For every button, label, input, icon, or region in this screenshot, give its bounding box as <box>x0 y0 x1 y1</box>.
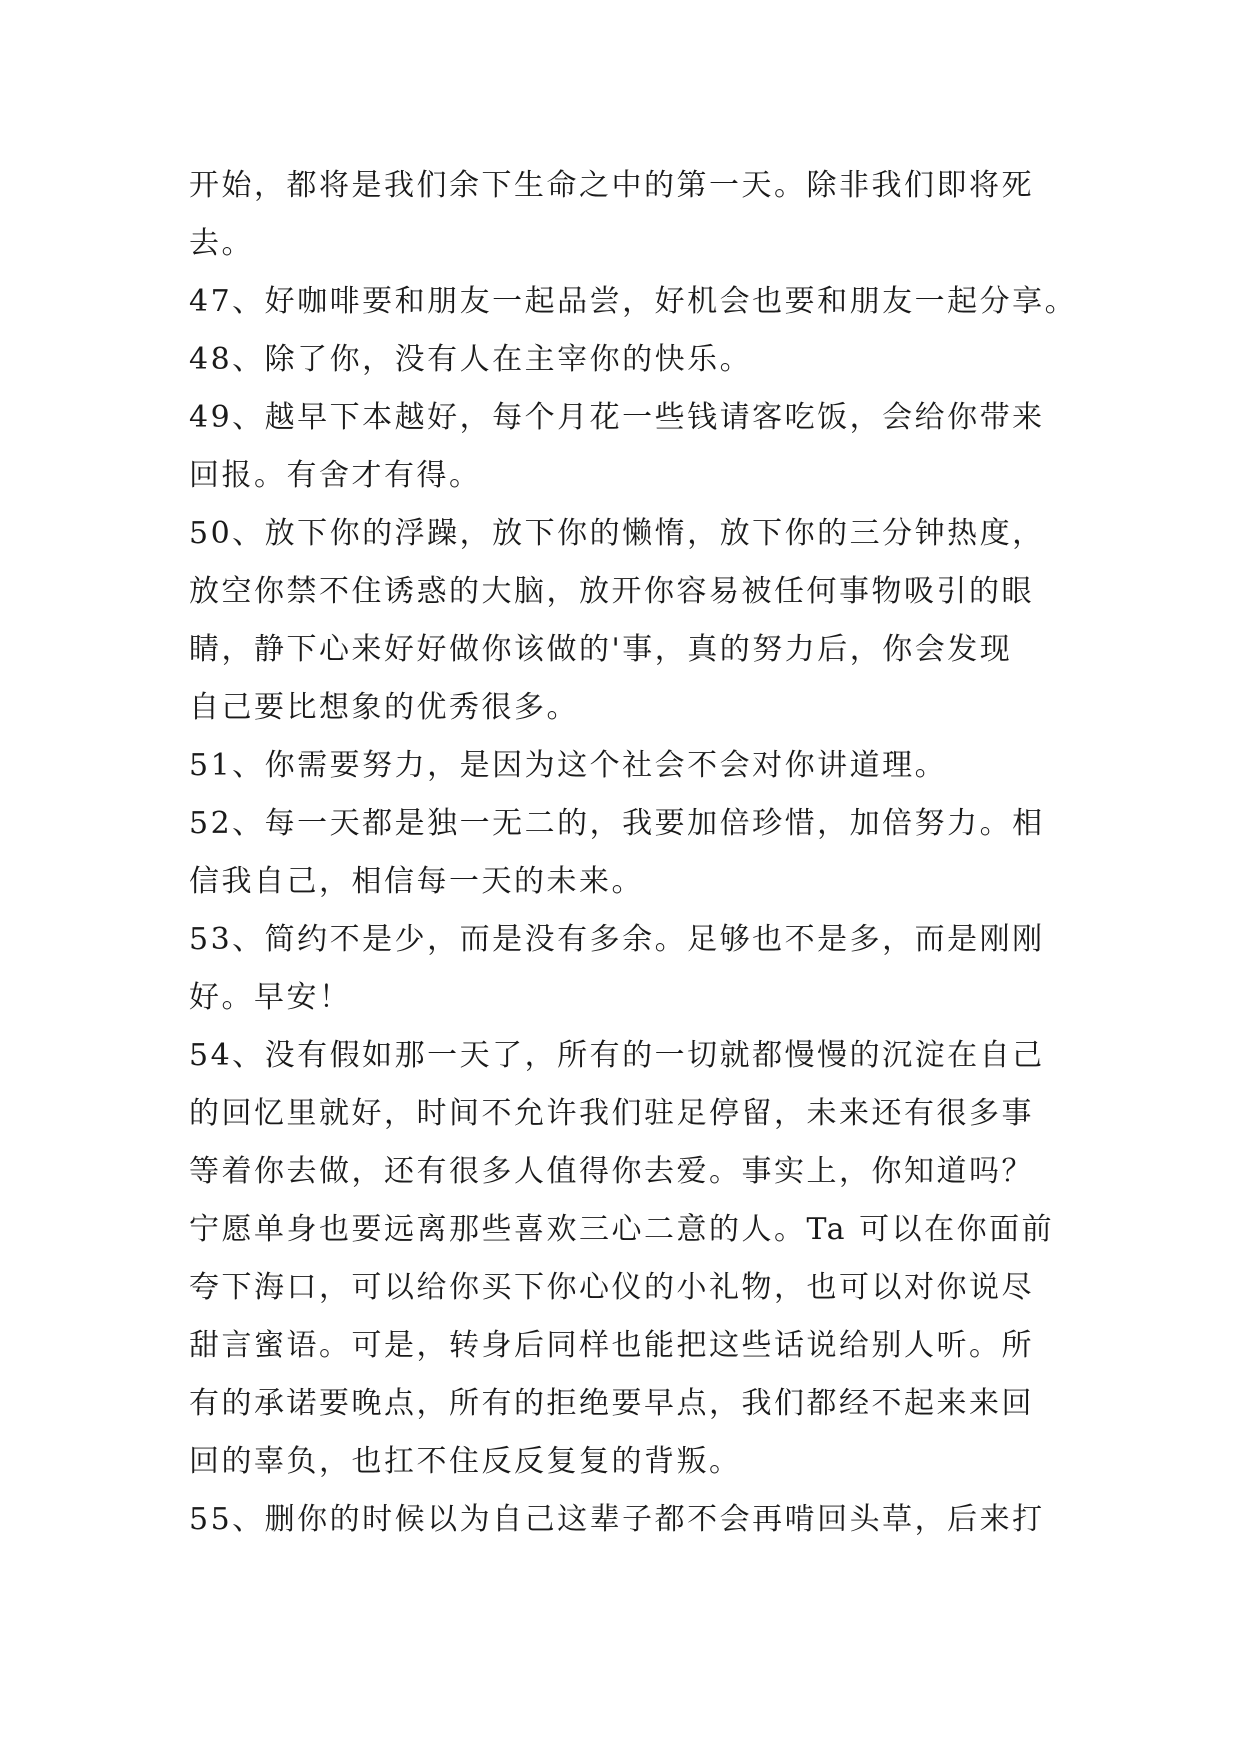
text-line: 47、好咖啡要和朋友一起品尝，好机会也要和朋友一起分享。 <box>189 284 1078 319</box>
text-line: 52、每一天都是独一无二的，我要加倍珍惜，加倍努力。相 <box>189 806 1045 841</box>
text-line: 回的辜负，也扛不住反反复复的背叛。 <box>189 1444 742 1479</box>
text-line: 放空你禁不住诱惑的大脑，放开你容易被任何事物吸引的眼 <box>189 574 1034 609</box>
text-line: 信我自己，相信每一天的未来。 <box>189 864 644 899</box>
text-line: 等着你去做，还有很多人值得你去爱。事实上，你知道吗？ <box>189 1154 1034 1189</box>
text-line: 51、你需要努力，是因为这个社会不会对你讲道理。 <box>189 748 948 783</box>
text-line: 有的承诺要晚点，所有的拒绝要早点，我们都经不起来来回 <box>189 1386 1034 1421</box>
text-line: 宁愿单身也要远离那些喜欢三心二意的人。Ta 可以在你面前 <box>189 1212 1055 1247</box>
text-line: 开始，都将是我们余下生命之中的第一天。除非我们即将死 <box>189 168 1034 203</box>
document-body <box>189 157 1078 1549</box>
text-line: 好。早安！ <box>189 980 352 1015</box>
text-line: 49、越早下本越好，每个月花一些钱请客吃饭，会给你带来 <box>189 400 1045 435</box>
text-line: 去。 <box>189 226 254 261</box>
text-line: 甜言蜜语。可是，转身后同样也能把这些话说给别人听。所 <box>189 1328 1034 1363</box>
text-line: 55、删你的时候以为自己这辈子都不会再啃回头草，后来打 <box>189 1502 1045 1537</box>
text-line: 回报。有舍才有得。 <box>189 458 482 493</box>
text-line: 的回忆里就好，时间不允许我们驻足停留，未来还有很多事 <box>189 1096 1034 1131</box>
text-line: 48、除了你，没有人在主宰你的快乐。 <box>189 342 753 377</box>
text-line: 54、没有假如那一天了，所有的一切就都慢慢的沉淀在自己 <box>189 1038 1045 1073</box>
text-line: 50、放下你的浮躁，放下你的懒惰，放下你的三分钟热度， <box>189 516 1045 551</box>
text-line: 夸下海口，可以给你买下你心仪的小礼物，也可以对你说尽 <box>189 1270 1034 1305</box>
text-line: 自己要比想象的优秀很多。 <box>189 690 579 725</box>
text-line: 53、简约不是少，而是没有多余。足够也不是多，而是刚刚 <box>189 922 1045 957</box>
text-line: 睛，静下心来好好做你该做的'事，真的努力后，你会发现 <box>189 632 1013 667</box>
